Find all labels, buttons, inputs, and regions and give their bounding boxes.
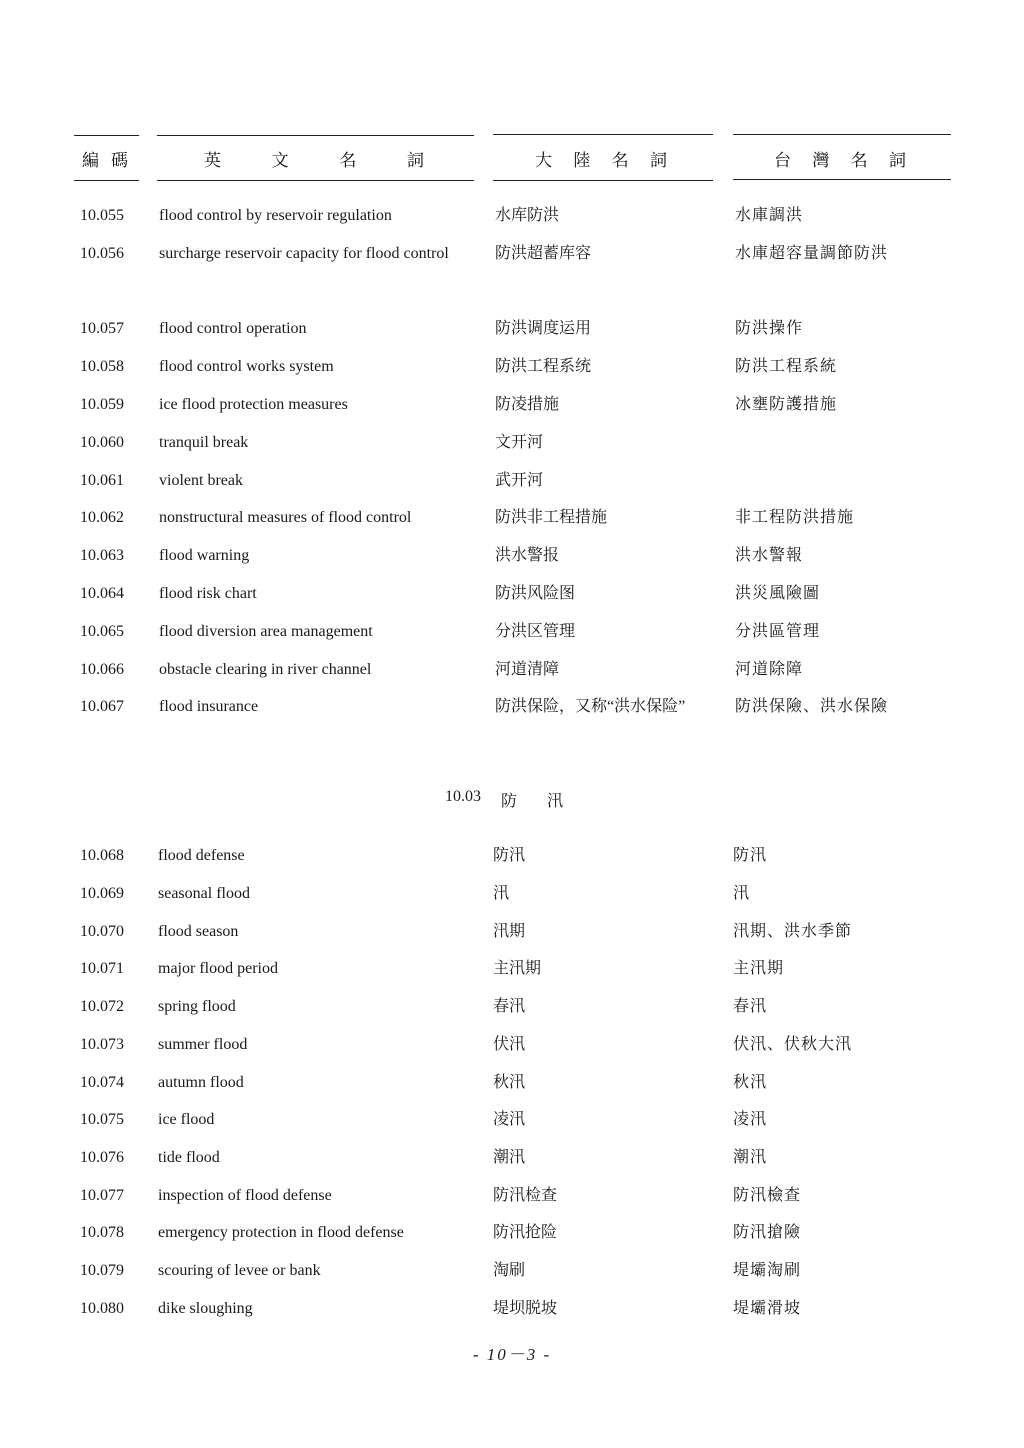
entry-taiwan: 防洪保險、洪水保險 xyxy=(735,698,889,715)
entry-english: ice flood xyxy=(158,1111,215,1128)
entry-mainland: 防洪调度运用 xyxy=(495,320,592,337)
section-number: 10.03 xyxy=(445,788,481,805)
header-rule-bottom xyxy=(74,180,139,181)
entry-taiwan: 汛期、洪水季節 xyxy=(733,923,853,940)
entry-code: 10.077 xyxy=(80,1187,124,1204)
entry-english: flood defense xyxy=(158,847,245,864)
entry-english: tranquil break xyxy=(159,434,249,451)
entry-english: tide flood xyxy=(158,1149,220,1166)
entry-english: surcharge reservoir capacity for flood control xyxy=(159,245,449,262)
header-rule-top xyxy=(157,135,474,136)
entry-mainland: 淘刷 xyxy=(493,1262,526,1279)
entry-english: inspection of flood defense xyxy=(158,1187,332,1204)
entry-mainland: 防洪非工程措施 xyxy=(495,509,608,526)
entry-english: flood season xyxy=(158,923,239,940)
entry-code: 10.055 xyxy=(80,207,124,224)
entry-english: emergency protection in flood defense xyxy=(158,1224,404,1241)
entry-taiwan: 洪災風險圖 xyxy=(735,585,821,602)
header-char: 編 xyxy=(82,151,99,170)
entry-english: spring flood xyxy=(158,998,236,1015)
entry-english: flood control operation xyxy=(159,320,307,337)
entry-taiwan: 堤壩淘刷 xyxy=(733,1262,802,1279)
header-mainland xyxy=(535,146,667,171)
entry-english: scouring of levee or bank xyxy=(158,1262,321,1279)
entry-english: violent break xyxy=(159,472,243,489)
entry-taiwan: 防汛檢查 xyxy=(733,1187,802,1204)
entry-code: 10.071 xyxy=(80,960,124,977)
header-taiwan xyxy=(774,146,906,171)
header-char: 文 xyxy=(271,151,289,170)
header-char: 詞 xyxy=(406,151,424,170)
entry-taiwan: 防汛搶險 xyxy=(733,1224,802,1241)
entry-taiwan: 堤壩滑坡 xyxy=(733,1300,802,1317)
entry-mainland: 秋汛 xyxy=(493,1074,526,1091)
header-char: 詞 xyxy=(888,151,906,170)
entry-code: 10.066 xyxy=(80,661,124,678)
entry-taiwan: 伏汛、伏秋大汛 xyxy=(733,1036,853,1053)
entry-mainland: 防凌措施 xyxy=(495,396,560,413)
entry-code: 10.062 xyxy=(80,509,124,526)
entry-code: 10.069 xyxy=(80,885,124,902)
header-char: 大 xyxy=(535,151,552,170)
entry-mainland: 水库防洪 xyxy=(495,207,560,224)
entry-mainland: 武开河 xyxy=(495,472,544,489)
entry-mainland: 河道清障 xyxy=(495,661,560,678)
header-rule-top xyxy=(493,134,713,135)
entry-taiwan: 非工程防洪措施 xyxy=(735,509,855,526)
entry-mainland: 堤坝脱坡 xyxy=(493,1300,558,1317)
entry-taiwan: 河道除障 xyxy=(735,661,804,678)
entry-taiwan: 防汛 xyxy=(733,847,768,864)
header-char: 英 xyxy=(204,151,221,170)
entry-taiwan: 水庫超容量調節防洪 xyxy=(735,245,889,262)
entry-mainland: 伏汛 xyxy=(493,1036,526,1053)
header-rule-top xyxy=(733,134,951,135)
entry-code: 10.057 xyxy=(80,320,124,337)
entry-mainland: 分洪区管理 xyxy=(495,623,576,640)
entry-taiwan: 凌汛 xyxy=(733,1111,768,1128)
header-rule-bottom xyxy=(493,180,713,181)
header-char: 碼 xyxy=(111,151,128,170)
entry-taiwan: 冰壅防護措施 xyxy=(735,396,838,413)
entry-taiwan: 水庫調洪 xyxy=(735,207,804,224)
entry-code: 10.075 xyxy=(80,1111,124,1128)
entry-mainland: 防汛抢险 xyxy=(493,1224,558,1241)
header-rule-bottom xyxy=(733,179,951,180)
entry-mainland: 春汛 xyxy=(493,998,526,1015)
entry-english: nonstructural measures of flood control xyxy=(159,509,412,526)
entry-taiwan: 防洪工程系統 xyxy=(735,358,838,375)
header-code xyxy=(82,146,128,171)
entry-english: autumn flood xyxy=(158,1074,244,1091)
entry-mainland: 凌汛 xyxy=(493,1111,526,1128)
entry-taiwan: 分洪區管理 xyxy=(735,623,821,640)
entry-taiwan: 防洪操作 xyxy=(735,320,804,337)
entry-mainland: 防洪保险，又称“洪水保险” xyxy=(495,698,686,715)
entry-code: 10.078 xyxy=(80,1224,124,1241)
entry-mainland: 防洪工程系统 xyxy=(495,358,592,375)
header-char: 名 xyxy=(611,151,629,170)
entry-code: 10.059 xyxy=(80,396,124,413)
entry-code: 10.063 xyxy=(80,547,124,564)
entry-code: 10.079 xyxy=(80,1262,124,1279)
entry-english: major flood period xyxy=(158,960,278,977)
entry-mainland: 潮汛 xyxy=(493,1149,526,1166)
entry-mainland: 防洪超蓄库容 xyxy=(495,245,592,262)
entry-mainland: 防汛检查 xyxy=(493,1187,558,1204)
entry-mainland: 洪水警报 xyxy=(495,547,560,564)
entry-code: 10.080 xyxy=(80,1300,124,1317)
header-char: 陸 xyxy=(573,151,591,170)
entry-taiwan: 春汛 xyxy=(733,998,768,1015)
entry-code: 10.074 xyxy=(80,1074,124,1091)
entry-code: 10.061 xyxy=(80,472,124,489)
entry-code: 10.064 xyxy=(80,585,124,602)
entry-code: 10.076 xyxy=(80,1149,124,1166)
entry-english: obstacle clearing in river channel xyxy=(159,661,372,678)
entry-english: flood control works system xyxy=(159,358,334,375)
entry-english: flood diversion area management xyxy=(159,623,373,640)
entry-mainland: 汛 xyxy=(493,885,510,902)
entry-taiwan: 洪水警報 xyxy=(735,547,804,564)
header-char: 灣 xyxy=(812,151,830,170)
entry-code: 10.068 xyxy=(80,847,124,864)
entry-mainland: 汛期 xyxy=(493,923,526,940)
entry-code: 10.060 xyxy=(80,434,124,451)
section-heading xyxy=(445,788,563,811)
header-char: 名 xyxy=(850,151,868,170)
entry-taiwan: 汛 xyxy=(733,885,751,902)
entry-taiwan: 秋汛 xyxy=(733,1074,768,1091)
entry-code: 10.073 xyxy=(80,1036,124,1053)
header-char: 名 xyxy=(339,151,357,170)
entry-code: 10.072 xyxy=(80,998,124,1015)
header-rule-bottom xyxy=(157,180,474,181)
entry-english: dike sloughing xyxy=(158,1300,253,1317)
entry-taiwan: 潮汛 xyxy=(733,1149,768,1166)
header-english xyxy=(204,146,424,171)
header-char: 台 xyxy=(774,151,791,170)
entry-code: 10.067 xyxy=(80,698,124,715)
section-title-char: 汛 xyxy=(547,793,564,810)
entry-english: flood warning xyxy=(159,547,250,564)
entry-mainland: 防洪风险图 xyxy=(495,585,576,602)
entry-mainland: 主汛期 xyxy=(493,960,542,977)
entry-mainland: 防汛 xyxy=(493,847,526,864)
entry-code: 10.070 xyxy=(80,923,124,940)
entry-code: 10.065 xyxy=(80,623,124,640)
entry-taiwan: 主汛期 xyxy=(733,960,785,977)
entry-english: flood insurance xyxy=(159,698,259,715)
entry-english: summer flood xyxy=(158,1036,248,1053)
entry-english: ice flood protection measures xyxy=(159,396,348,413)
entry-code: 10.058 xyxy=(80,358,124,375)
entry-code: 10.056 xyxy=(80,245,124,262)
section-title-char: 防 xyxy=(501,793,518,810)
header-rule-top xyxy=(74,135,139,136)
entry-mainland: 文开河 xyxy=(495,434,544,451)
entry-english: flood control by reservoir regulation xyxy=(159,207,392,224)
entry-english: seasonal flood xyxy=(158,885,250,902)
entry-english: flood risk chart xyxy=(159,585,257,602)
header-char: 詞 xyxy=(649,151,667,170)
page-number: - 10－3 - xyxy=(472,1345,552,1364)
